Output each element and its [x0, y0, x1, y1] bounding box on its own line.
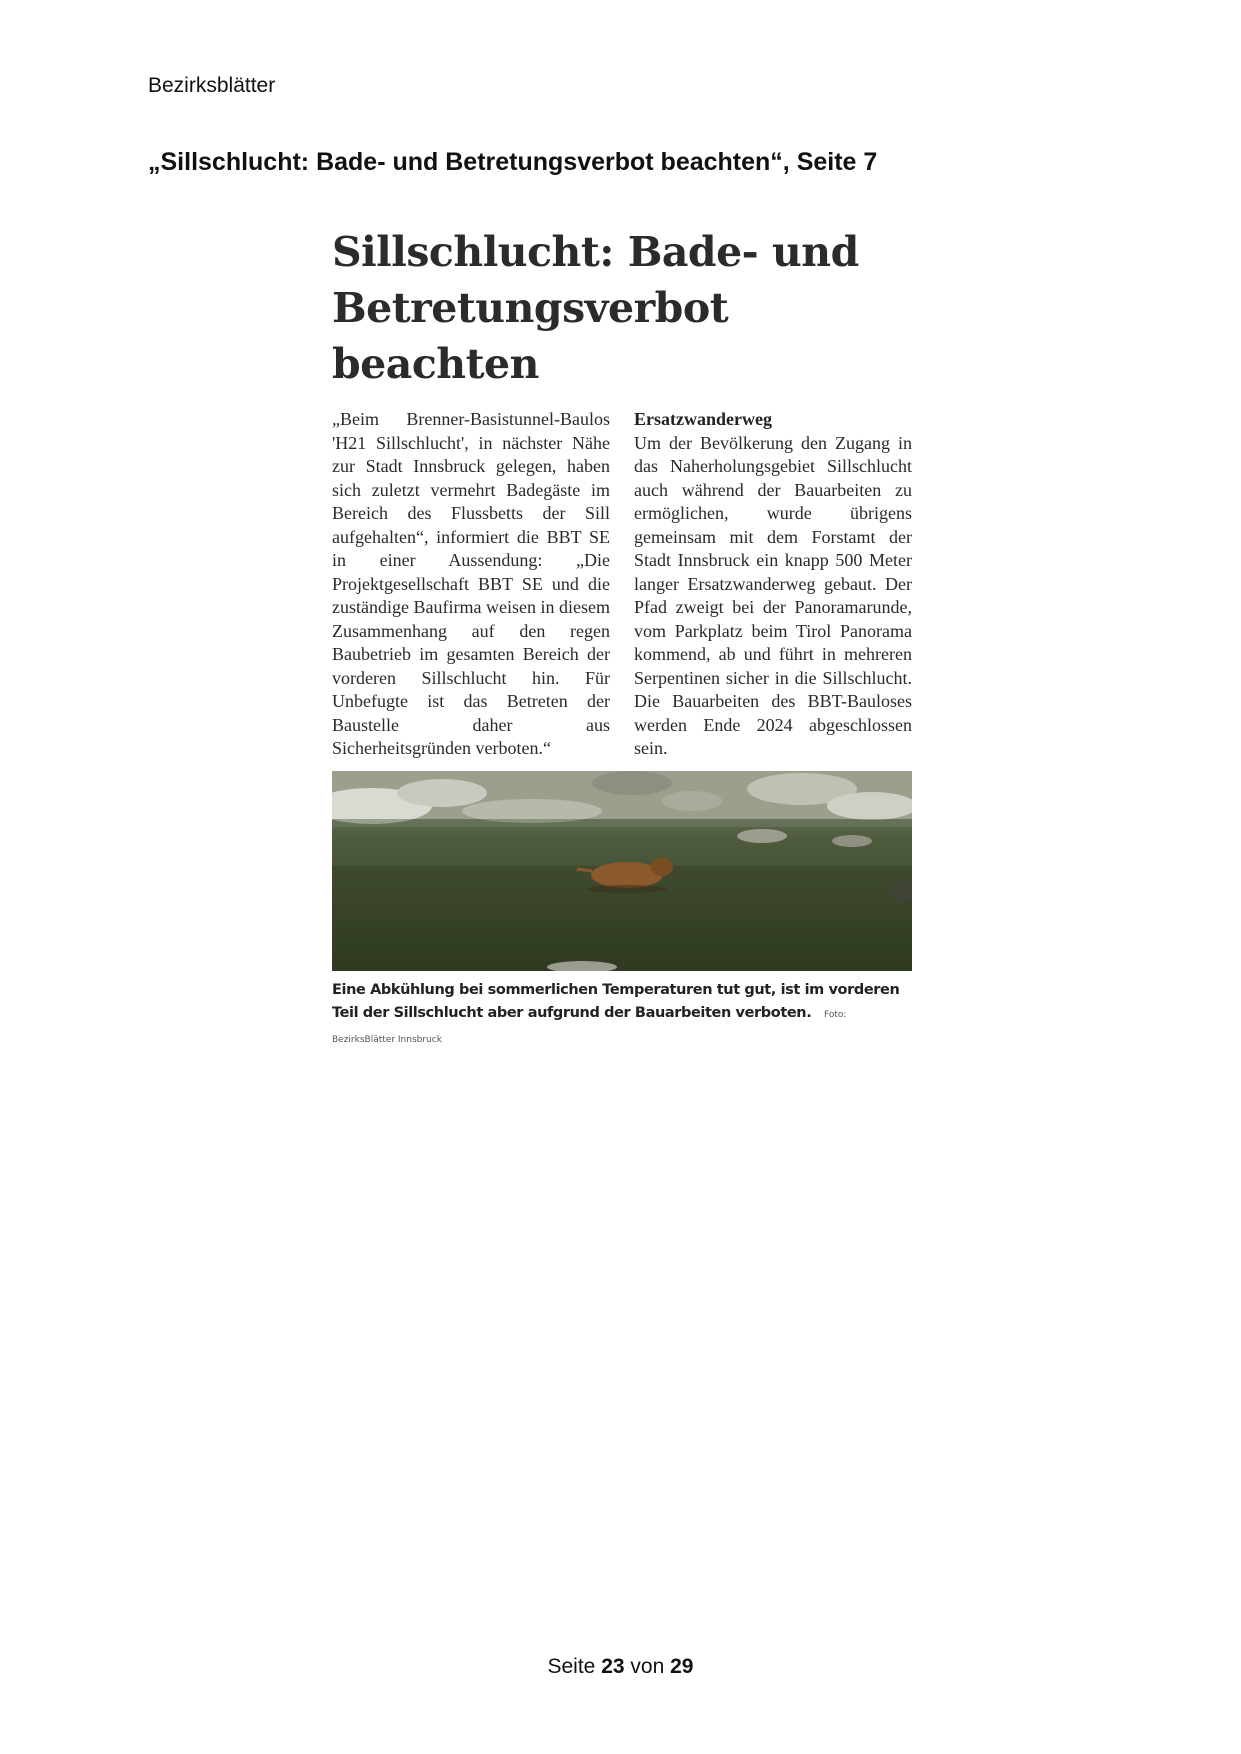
current-page-number: 23: [601, 1655, 625, 1678]
page-label: Seite: [547, 1655, 596, 1678]
photo-caption: [332, 979, 912, 1052]
article-column-right: [634, 408, 912, 761]
article-columns: [332, 408, 912, 761]
newspaper-clipping: [332, 224, 912, 1052]
article-column-left: [332, 408, 610, 761]
headline-line-1: Sillschlucht: Bade- und: [332, 228, 859, 276]
caption-text: Eine Abkühlung bei sommerlichen Temperaturen tut gut, ist im vorderen Teil der Sillschlucht aber aufgrund der Bauarbeiten verboten.: [332, 981, 900, 1021]
article-paragraph: Um der Bevölkerung den Zugang in das Naherholungsgebiet Sillschlucht auch während der Bauarbeiten zu ermöglichen, wurde übrigens gemeinsam mit dem Forstamt der Stadt Innsbruck ein knapp 500 Meter langer Ersatzwanderweg gebaut. Der Pfad zweigt bei der Panoramarunde, vom Parkplatz beim Tirol Panorama kommend, ab und führt in mehreren Serpentinen sicher in die Sillschlucht. Die Bauarbeiten des BBT-Bauloses werden Ende 2024 abgeschlossen sein.: [634, 432, 912, 758]
article-photo: [332, 771, 912, 971]
document-title: „Sillschlucht: Bade- und Betretungsverbot beachten“, Seite 7: [148, 148, 878, 176]
article-subheading: Ersatzwanderweg: [634, 409, 772, 429]
total-pages-number: 29: [670, 1655, 694, 1678]
page-footer: [0, 1655, 1241, 1679]
article-paragraph: „Beim Brenner-Basistunnel-Baulos 'H21 Sillschlucht', in nächster Nähe zur Stadt Innsbruck gelegen, haben sich zuletzt vermehrt Badegäste im Bereich des Flussbetts der Sill aufgehalten“, informiert die BBT SE in einer Aussendung: „Die Projektgesellschaft BBT SE und die zuständige Baufirma weisen in diesem Zusammenhang auf den regen Baubetrieb im gesamten Bereich der vorderen Sillschlucht hin. Für Unbefugte ist das Betreten der Baustelle daher aus Sicherheitsgründen verboten.“: [332, 409, 610, 758]
page-of-label: von: [630, 1655, 665, 1678]
photo-credit: Foto: BezirksBlätter Innsbruck: [332, 1009, 847, 1045]
headline-line-2: Betretungsverbot beachten: [332, 284, 729, 388]
publication-source: Bezirksblätter: [148, 74, 276, 97]
article-headline: [332, 224, 912, 392]
